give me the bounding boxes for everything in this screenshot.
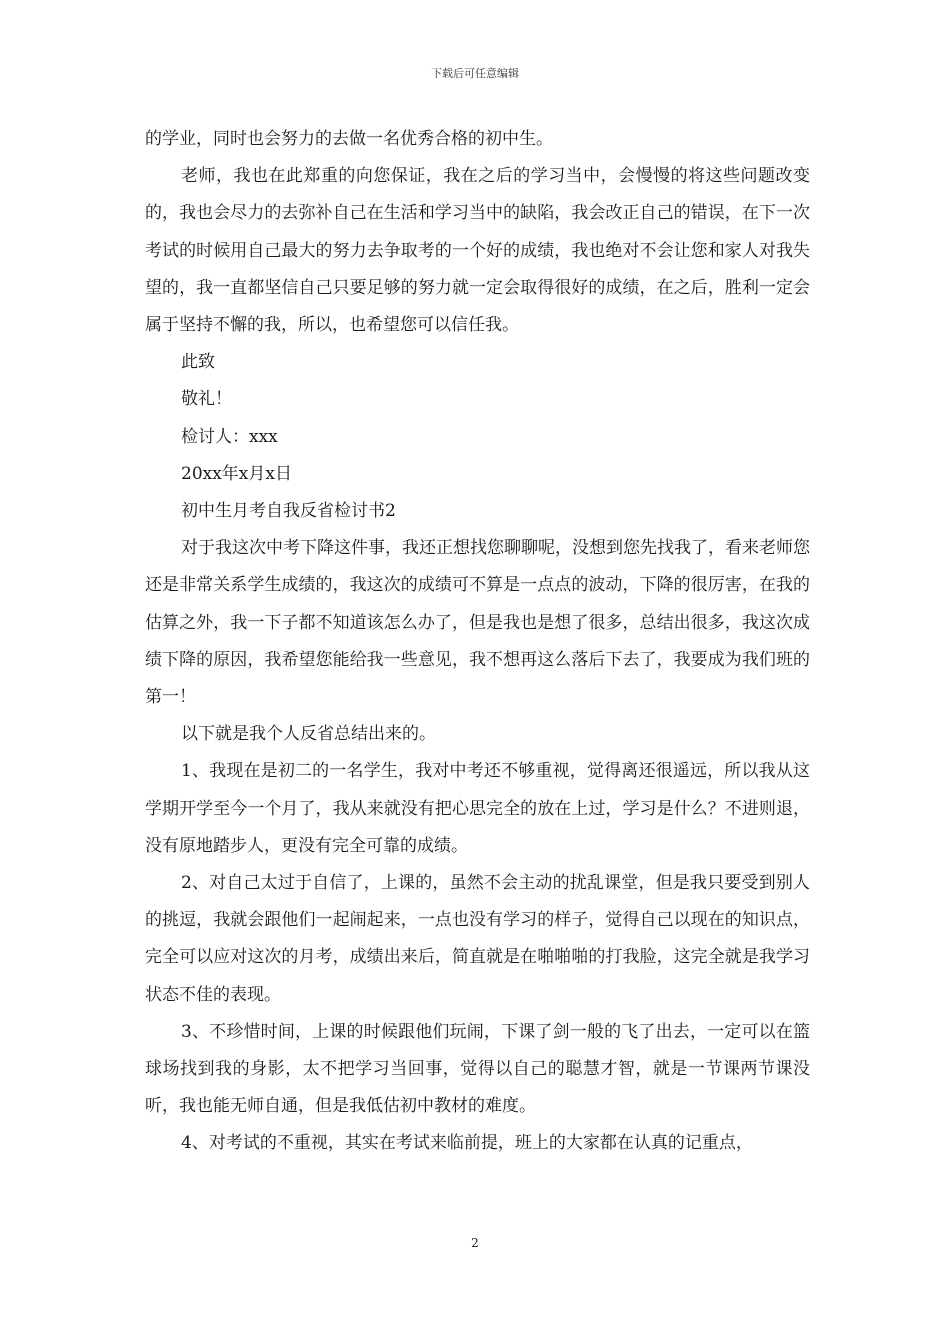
paragraph-point-4: 4、对考试的不重视，其实在考试来临前提，班上的大家都在认真的记重点， bbox=[181, 1133, 753, 1154]
page-number: 2 bbox=[471, 1236, 479, 1250]
paragraph-point-1: 1、我现在是初二的一名学生，我对中考还不够重视，觉得离还很遥远，所以我从这学期开学至今一个月了，我从来就没有把心思完全的放在上过，学习是什么？不进则退，没有原地踏步人，更没有完全可靠的成绩。 bbox=[145, 761, 810, 856]
download-note-header: 下载后可任意编辑 bbox=[431, 67, 519, 80]
closing-regards: 敬礼！ bbox=[181, 389, 232, 410]
paragraph-promise: 老师，我也在此郑重的向您保证，我在之后的学习当中，会慢慢的将这些问题改变的，我也会尽力的去弥补自己在生活和学习当中的缺陷，我会改正自己的错误，在下一次考试的时候用自己最大的努力去争取考的一个好的成绩，我也绝对不会让您和家人对我失望的，我一直都坚信自己只要足够的努力就一定会取得很好的成绩，在之后，胜利一定会属于坚持不懈的我，所以，也希望您可以信任我。 bbox=[145, 166, 810, 336]
paragraph-point-3: 3、不珍惜时间，上课的时候跟他们玩闹，下课了剑一般的飞了出去，一定可以在篮球场找到我的身影，太不把学习当回事，觉得以自己的聪慧才智，就是一节课两节课没听，我也能无师自通，但是我低估初中教材的难度。 bbox=[145, 1021, 810, 1117]
signature-line: 检讨人：xxx bbox=[181, 426, 278, 447]
date-line: 20xx年x月x日 bbox=[181, 463, 292, 484]
paragraph-summary-lead: 以下就是我个人反省总结出来的。 bbox=[181, 724, 436, 745]
paragraph-continuation: 的学业，同时也会努力的去做一名优秀合格的初中生。 bbox=[145, 129, 553, 149]
section-title: 初中生月考自我反省检讨书2 bbox=[181, 501, 396, 522]
closing-salutation: 此致 bbox=[181, 352, 215, 373]
document-body bbox=[145, 121, 810, 1163]
paragraph-intro: 对于我这次中考下降这件事，我还正想找您聊聊呢，没想到您先找我了，看来老师您还是非常关系学生成绩的，我这次的成绩可不算是一点点的波动，下降的很厉害，在我的估算之外，我一下子都不知道该怎么办了，但是我也是想了很多，总结出很多，我这次成绩下降的原因，我希望您能给我一些意见，我不想再这么落后下去了，我要成为我们班的第一！ bbox=[145, 538, 810, 708]
paragraph-point-2: 2、对自己太过于自信了，上课的，虽然不会主动的扰乱课堂，但是我只要受到别人的挑逗，我就会跟他们一起闹起来，一点也没有学习的样子，觉得自己以现在的知识点，完全可以应对这次的月考，成绩出来后，简直就是在啪啪啪的打我脸，这完全就是我学习状态不佳的表现。 bbox=[145, 873, 810, 1005]
